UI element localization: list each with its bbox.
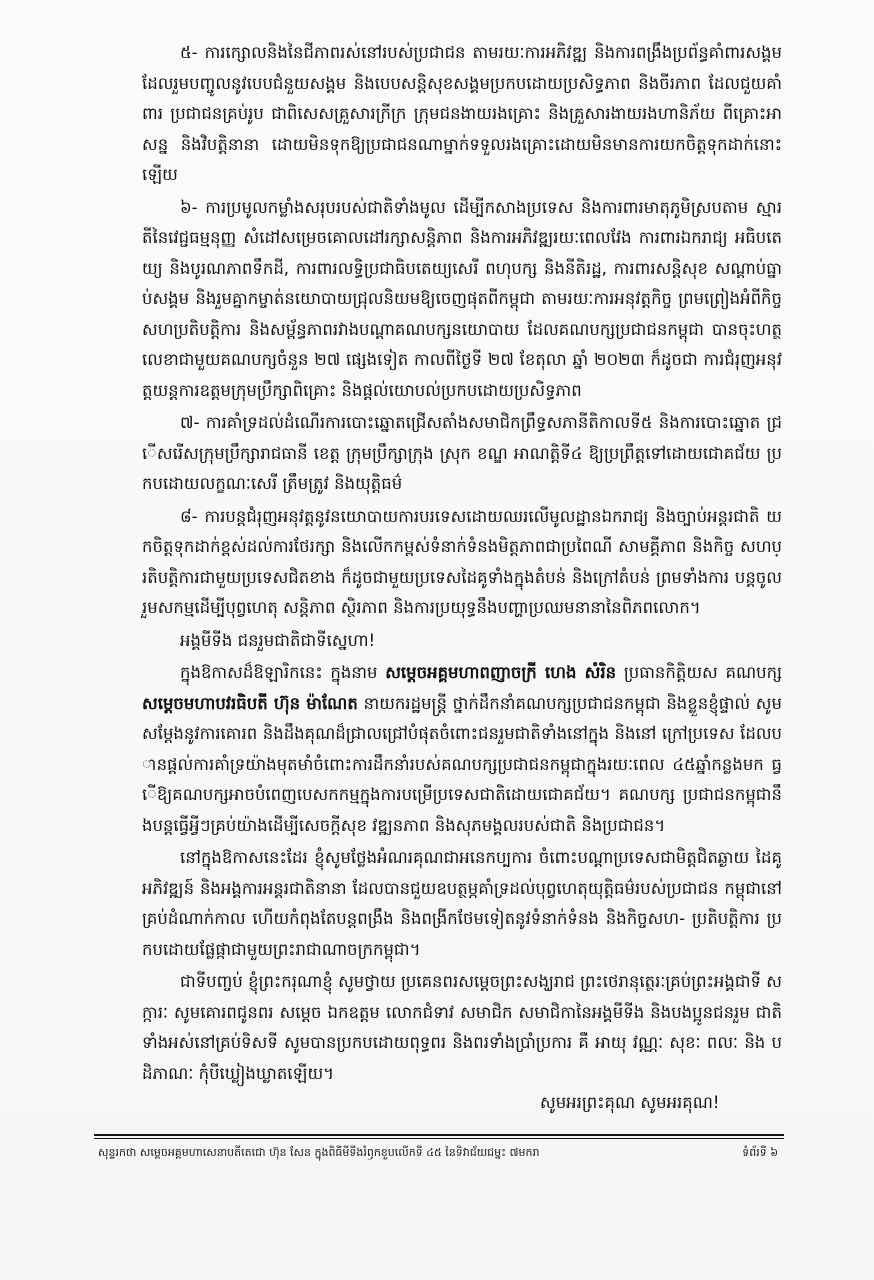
paragraph-point-7: ៧- ការគាំទ្រដល់ដំណើរការបោះឆ្នោតជ្រើសតាំងសមាជិកព្រឹទ្ធសភានីតិកាលទី៥ និងការបោះឆ្នោត ជ្រើសរើសក្រុមប្រឹក្សារាជធានី ខេត្ត ក្រុមប្រឹក្សាក្រុង ស្រុក ខណ្ឌ អាណត្តិទី៤ ឱ្យប្រព្រឹត្តទៅដោយជោគជ័យ ប្រកបដោយលក្ខណៈសេរី ត្រឹមត្រូវ និងយុត្តិធម៌ [142, 413, 782, 493]
paragraph-point-6: ៦- ការប្រមូលកម្លាំងសរុបរបស់ជាតិទាំងមូល ដើម្បីកសាងប្រទេស និងការពារមាតុភូមិស្របតាម ស្មារតីនៃវេជ្ជធម្មនុញ្ញ សំដៅសម្រេចគោលដៅរក្សាសន្តិភាព និងការអភិវឌ្ឍរយៈពេលវែង ការពារឯករាជ្យ អធិបតេយ្យ និងបូរណភាពទឹកដី, ការពារលទ្ធិប្រជាធិបតេយ្យសេរី ពហុបក្ស និងនីតិរដ្ឋ, ការពារសន្តិសុខ សណ្តាប់ធ្នាប់សង្គម និងរួមគ្នាកម្ចាត់នយោបាយជ្រុលនិយមឱ្យចេញផុតពីកម្ពុជា តាមរយៈការអនុវត្តកិច្ច ព្រមព្រៀងអំពីកិច្ចសហប្រតិបត្តិការ និងសម្ព័ន្ធភាពរវាងបណ្តាគណបក្សនយោបាយ ដែលគណបក្សប្រជាជនកម្ពុជា បានចុះហត្ថលេខាជាមួយគណបក្សចំនួន ២៧ ផ្សេងទៀត កាលពីថ្ងៃទី ២៧ ខែតុលា ឆ្នាំ ២០២៣ ក៏ដូចជា ការជំរុញអនុវត្តយន្តការឧត្តមក្រុមប្រឹក្សាពិគ្រោះ និងផ្តល់យោបល់ប្រកបដោយប្រសិទ្ធភាព [142, 197, 782, 400]
salutation: អង្គមីទីង ជនរួមជាតិជាទីស្នេហា! [180, 630, 376, 650]
footer-divider-thin [94, 1138, 784, 1139]
paragraph-gratitude-citizens [142, 658, 782, 841]
document-body [142, 38, 782, 1091]
gratitude-rest-text: នាយករដ្ឋមន្ត្រី ថ្នាក់ដឹកនាំគណបក្សប្រជាជនកម្ពុជា និងខ្លួនខ្ញុំផ្ទាល់ សូមសម្តែងនូវការគោរព និងដឹងគុណដ៏ជ្រាលជ្រៅបំផុតចំពោះជនរួមជាតិទាំងនៅក្នុង និងនៅ ក្រៅប្រទេស ដែលបានផ្តល់ការគាំទ្រយ៉ាងមុតមាំចំពោះការដឹកនាំរបស់គណបក្សប្រជាជនកម្ពុជាក្នុងរយៈពេល ៤៥ឆ្នាំកន្លងមក ធ្វើឱ្យគណបក្សអាចបំពេញបេសកកម្មក្នុងការបម្រើប្រទេសជាតិដោយជោគជ័យ។ គណបក្ស ប្រជាជនកម្ពុជានឹងបន្តធ្វើអ្វីៗគ្រប់យ៉ាងដើម្បីសេចក្តីសុខ វឌ្ឍនភាព និងសុភមង្គលរបស់ជាតិ និងប្រជាជន។ [142, 693, 782, 835]
paragraph-point-5: ៥- ការក្សោលនិងនៃជីភាពរស់នៅរបស់ប្រជាជន តាមរយៈការអភិវឌ្ឍ និងការពង្រឹងប្រព័ន្ធគាំពារសង្គម ដែលរួមបញ្ចូលនូវបេបជំនួយសង្គម និងបេបសន្តិសុខសង្គមប្រកបដោយប្រសិទ្ធភាព និងចីរភាព ដែលជួយគាំពារ ប្រជាជនគ្រប់រូប ជាពិសេសគ្រួសារក្រីក្រ ក្រុមជនងាយរងគ្រោះ និងគ្រួសារងាយរងហានិភ័យ ពីគ្រោះអាសន្ន និងវិបត្តិនានា ដោយមិនទុកឱ្យប្រជាជនណាម្នាក់ទទួលរងគ្រោះដោយមិនមានការយកចិត្តទុកដាក់នោះឡើយ [142, 43, 782, 184]
prime-minister-name: សម្តេចមហាបវរធិបតី ហ៊ុន ម៉ាណែត [142, 693, 358, 713]
honorary-president-name: សម្តេចអគ្គមហាពញាចក្រី ហេង សំរិន [385, 663, 617, 682]
paragraph-gratitude-partners: នៅក្នុងឱកាសនេះដែរ ខ្ញុំសូមថ្លែងអំណរគុណជាអនេកប្បការ ចំពោះបណ្តាប្រទេសជាមិត្តជិតឆ្ងាយ ដៃគូអភិវឌ្ឍន៍ និងអង្គការអន្តរជាតិនានា ដែលបានជួយឧបត្ថម្ភគាំទ្រដល់បុព្វហេតុយុត្តិធម៌របស់ប្រជាជន កម្ពុជានៅគ្រប់ដំណាក់កាល ហើយកំពុងតែបន្តពង្រឹង និងពង្រីកថែមទៀតនូវទំនាក់ទំនង និងកិច្ចសហ- ប្រតិបត្តិការ ប្រកបដោយផ្លែផ្កាជាមួយព្រះរាជាណាចក្រកម្ពុជា។ [142, 848, 782, 959]
gratitude-intro-text: ក្នុងឱកាសដ៏ឱឡារិកនេះ ក្នុងនាម [180, 663, 386, 682]
gratitude-mid-text: ប្រធានកិត្តិយស គណបក្ស [616, 663, 782, 682]
paragraph-conclusion: ជាទីបញ្ចប់ ខ្ញុំព្រះករុណាខ្ញុំ សូមថ្វាយ ប្រគេនពរសម្តេចព្រះសង្ឃរាជ ព្រះថេរានុត្ថេរៈគ្រប់ព្រះអង្គជាទី សក្ការៈ សូមគោរពជូនពរ សម្តេច ឯកឧត្តម លោកជំទាវ សមាជិក សមាជិកានៃអង្គមីទីង និងបងប្អូនជនរួម ជាតិទាំងអស់នៅគ្រប់ទិសទី សូមបានប្រកបដោយពុទ្ធពរ និងពរទាំងប្រាំប្រការ គឺ អាយុ វណ្ណៈ សុខៈ ពលៈ និង បដិភាណៈ កុំបីឃ្លៀងឃ្លាតឡើយ។ [142, 972, 782, 1083]
paragraph-point-8: ៨- ការបន្តជំរុញអនុវត្តនូវនយោបាយការបរទេសដោយឈរលើមូលដ្ឋានឯករាជ្យ និងច្បាប់អន្តរជាតិ យកចិត្តទុកដាក់ខ្ពស់ដល់ការថែរក្សា និងលើកកម្ពស់ទំនាក់ទំនងមិត្តភាពជាប្រពៃណី សាមគ្គីភាព និងកិច្ច សហប្រតិបត្តិការជាមួយប្រទេសជិតខាង ក៏ដូចជាមួយប្រទេសដៃគូទាំងក្នុងតំបន់ និងក្រៅតំបន់ ព្រមទាំងការ បន្តចូលរួមសកម្មដើម្បីបុព្វហេតុ សន្តិភាព ស្ថិរភាព និងការប្រយុទ្ធនឹងបញ្ហាប្រឈមនានានៃពិភពលោក។ [142, 506, 782, 617]
footer-speech-title: សុន្ទរកថា សម្តេចអគ្គមហាសេនាបតីតេជោ ហ៊ុន សែន ក្នុងពិធីមីទីងរំឭកខួបលើកទី ៤៥ នៃទិវាជ័យជម្នះ ៧មករា [98, 1146, 540, 1159]
footer-divider [94, 1134, 784, 1136]
closing-thanks: សូមអរព្រះគុណ សូមអរគុណ! [540, 1093, 720, 1112]
page-number: ទំព័រទី ៦ [742, 1146, 778, 1159]
